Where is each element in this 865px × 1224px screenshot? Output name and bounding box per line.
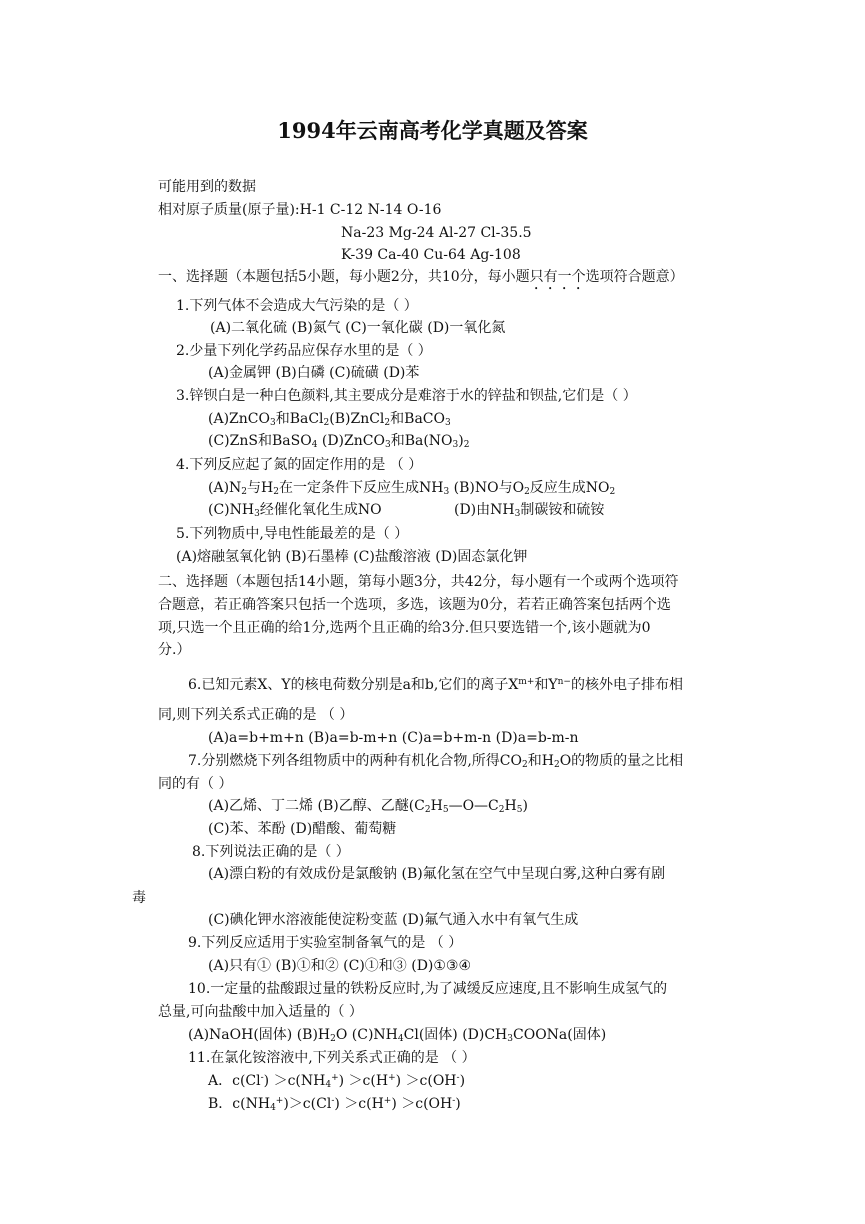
option-text: A．c(Cl bbox=[208, 1073, 261, 1089]
stem-text: 和H bbox=[527, 753, 554, 769]
option-text: COONa(固体) bbox=[513, 1027, 607, 1043]
section-heading: 合题意，若正确答案只包括一个选项，多选，该题为0分，若若正确答案包括两个选 bbox=[158, 597, 671, 613]
option-text: —O—C bbox=[448, 798, 499, 814]
subscript: 3 bbox=[444, 418, 451, 428]
question-stem bbox=[188, 676, 683, 694]
option-text: )＞c(Cl bbox=[283, 1096, 332, 1112]
option-text: 与H bbox=[247, 480, 274, 496]
subscript: 2 bbox=[524, 487, 530, 497]
option-text: 经催化氧化生成NO bbox=[259, 502, 382, 518]
option-text: 制碳铵和硫铵 bbox=[520, 502, 605, 518]
option-text: (C)NH bbox=[208, 502, 255, 518]
section-heading-text: 一、选择题（本题包括5小题，每小题2分，共10分，每小题 bbox=[158, 269, 530, 285]
superscript: - bbox=[452, 1096, 456, 1106]
header-line: 可能用到的数据 bbox=[158, 179, 256, 195]
option-text: ) ＞c(OH bbox=[391, 1096, 453, 1112]
option-text: 和BaCl bbox=[275, 411, 324, 427]
header-line: 相对原子质量(原子量):H-1 C-12 N-14 O-16 bbox=[158, 202, 442, 218]
superscript: + bbox=[331, 1073, 339, 1083]
option-text: (D)由NH bbox=[454, 502, 515, 518]
question-options bbox=[454, 501, 604, 519]
option-text: ) bbox=[458, 433, 464, 449]
stem-text: 7.分别燃烧下列各组物质中的两种有机化合物,所得CO bbox=[188, 753, 522, 769]
question-stem: 3.锌钡白是一种白色颜料,其主要成分是难溶于水的锌盐和钡盐,它们是（ ） bbox=[176, 388, 637, 404]
question-stem: 11.在氯化铵溶液中,下列关系式正确的是 （ ） bbox=[188, 1050, 476, 1066]
subscript: 2 bbox=[330, 1034, 336, 1044]
question-stem: 同,则下列关系式正确的是 （ ） bbox=[158, 707, 354, 723]
question-stem: 10.一定量的盐酸跟过量的铁粉反应时,为了减缓反应速度,且不影响生成氢气的 bbox=[188, 981, 668, 997]
superscript: n− bbox=[557, 677, 571, 687]
question-stem: 4.下列反应起了氮的固定作用的是 （ ） bbox=[176, 457, 423, 473]
option-text: ) ＞c(OH bbox=[395, 1073, 457, 1089]
section-heading bbox=[158, 268, 684, 293]
subscript: 3 bbox=[514, 509, 521, 519]
option-text: 在一定条件下反应生成NH bbox=[278, 480, 444, 496]
question-stem: 2.少量下列化学药品应保存水里的是（ ） bbox=[176, 343, 432, 359]
subscript: 5 bbox=[442, 805, 449, 815]
superscript: + bbox=[383, 1096, 392, 1106]
superscript: - bbox=[260, 1073, 264, 1083]
question-options: 毒 bbox=[132, 890, 146, 906]
section-heading-text: 选项符合题意） bbox=[585, 269, 684, 285]
option-text: (C)ZnS和BaSO bbox=[208, 433, 312, 449]
subscript: 2 bbox=[384, 418, 391, 428]
superscript: m+ bbox=[518, 677, 535, 687]
question-options: (A)漂白粉的有效成份是氯酸钠 (B)氟化氢在空气中呈现白雾,这种白雾有剧 bbox=[208, 866, 666, 882]
question-stem bbox=[188, 752, 683, 770]
subscript: 2 bbox=[522, 760, 528, 770]
stem-text: 的核外电子排布相 bbox=[570, 677, 683, 693]
option-text: (B)NO与O bbox=[449, 480, 525, 496]
page-title: 1994年云南高考化学真题及答案 bbox=[277, 118, 588, 143]
subscript: 2 bbox=[463, 440, 470, 450]
option-text: O (C)NH bbox=[335, 1027, 398, 1043]
subscript: 4 bbox=[270, 1103, 276, 1113]
option-text: ) bbox=[455, 1096, 461, 1112]
option-text: (A)N bbox=[208, 480, 242, 496]
superscript: - bbox=[456, 1073, 460, 1083]
superscript: + bbox=[388, 1073, 396, 1083]
stem-text: 6.已知元素X、Y的核电荷数分别是a和b,它们的离子X bbox=[188, 677, 519, 693]
subscript: 4 bbox=[311, 440, 318, 450]
option-text: 反应生成NO bbox=[529, 480, 610, 496]
superscript: - bbox=[331, 1096, 335, 1106]
option-text: H bbox=[504, 798, 517, 814]
question-options bbox=[208, 501, 382, 519]
question-options bbox=[208, 1095, 461, 1113]
question-options bbox=[188, 1026, 606, 1044]
question-stem: 9.下列反应适用于实验室制备氧气的是 （ ） bbox=[188, 935, 463, 951]
question-options bbox=[208, 432, 469, 450]
emphasis-text: 只有一个 bbox=[529, 269, 586, 285]
subscript: 3 bbox=[384, 440, 391, 450]
option-text: 和BaCO bbox=[390, 411, 445, 427]
question-options: (A)金属钾 (B)白磷 (C)硫磺 (D)苯 bbox=[208, 365, 420, 381]
question-stem: 8.下列说法正确的是（ ） bbox=[192, 844, 350, 860]
subscript: 3 bbox=[269, 418, 276, 428]
option-text: ) bbox=[522, 798, 528, 814]
option-text: (D)ZnCO bbox=[317, 433, 385, 449]
header-line: K-39 Ca-40 Cu-64 Ag-108 bbox=[341, 247, 521, 263]
section-heading: 二、选择题（本题包括14小题，第每小题3分，共42分，每小题有一个或两个选项符 bbox=[158, 574, 679, 590]
question-options: (A)只有① (B)①和② (C)①和③ (D)①③④ bbox=[208, 958, 472, 974]
subscript: 2 bbox=[273, 487, 279, 497]
question-options: (C)苯、苯酚 (D)醋酸、葡萄糖 bbox=[208, 821, 397, 837]
subscript: 3 bbox=[443, 487, 450, 497]
option-text: ) ＞c(NH bbox=[263, 1073, 326, 1089]
option-text: (B)ZnCl bbox=[329, 411, 385, 427]
question-options: (C)碘化钾水溶液能使淀粉变蓝 (D)氟气通入水中有氧气生成 bbox=[208, 912, 579, 928]
section-heading: 分.） bbox=[158, 642, 191, 658]
question-options bbox=[208, 479, 615, 497]
option-text: (A)乙烯、丁二烯 (B)乙醇、乙醚(C bbox=[208, 798, 425, 814]
section-heading: 项,只选一个且正确的给1分,选两个且正确的给3分.但只要选错一个,该小题就为0 bbox=[158, 620, 651, 636]
subscript: 4 bbox=[397, 1034, 404, 1044]
question-options: (A)二氧化硫 (B)氮气 (C)一氧化碳 (D)一氧化氮 bbox=[210, 320, 506, 336]
subscript: 2 bbox=[609, 487, 616, 497]
option-text: ) ＞c(H bbox=[338, 1073, 389, 1089]
subscript: 3 bbox=[254, 509, 260, 519]
subscript: 2 bbox=[323, 418, 330, 428]
question-stem: 总量,可向盐酸中加入适量的（ ） bbox=[158, 1004, 363, 1020]
question-options bbox=[208, 797, 528, 815]
subscript: 2 bbox=[424, 805, 431, 815]
option-text: (A)ZnCO bbox=[208, 411, 270, 427]
question-options bbox=[208, 410, 451, 428]
option-text: Cl(固体) (D)CH bbox=[403, 1027, 508, 1043]
subscript: 4 bbox=[325, 1080, 332, 1090]
subscript: 2 bbox=[498, 805, 505, 815]
question-stem: 同的有（ ） bbox=[158, 776, 233, 792]
question-stem: 1.下列气体不会造成大气污染的是（ ） bbox=[176, 298, 418, 314]
subscript: 2 bbox=[553, 760, 560, 770]
option-text: B．c(NH bbox=[208, 1096, 271, 1112]
question-options: (A)熔融氢氧化钠 (B)石墨棒 (C)盐酸溶液 (D)固态氯化钾 bbox=[176, 549, 528, 565]
stem-text: O的物质的量之比相 bbox=[559, 753, 684, 769]
stem-text: 和Y bbox=[534, 677, 558, 693]
option-text: (A)NaOH(固体) (B)H bbox=[188, 1027, 331, 1043]
option-text: H bbox=[430, 798, 443, 814]
header-line: Na-23 Mg-24 Al-27 Cl-35.5 bbox=[341, 225, 532, 241]
subscript: 3 bbox=[507, 1034, 513, 1044]
option-text: ) bbox=[459, 1073, 466, 1089]
superscript: + bbox=[275, 1096, 284, 1106]
subscript: 2 bbox=[241, 487, 248, 497]
question-stem: 5.下列物质中,导电性能最差的是（ ） bbox=[176, 526, 409, 542]
question-options bbox=[208, 1072, 465, 1090]
question-options: (A)a=b+m+n (B)a=b-m+n (C)a=b+m-n (D)a=b-m-n bbox=[208, 730, 579, 746]
subscript: 5 bbox=[516, 805, 523, 815]
subscript: 3 bbox=[452, 440, 459, 450]
option-text: ) ＞c(H bbox=[334, 1096, 384, 1112]
option-text: 和Ba(NO bbox=[390, 433, 453, 449]
